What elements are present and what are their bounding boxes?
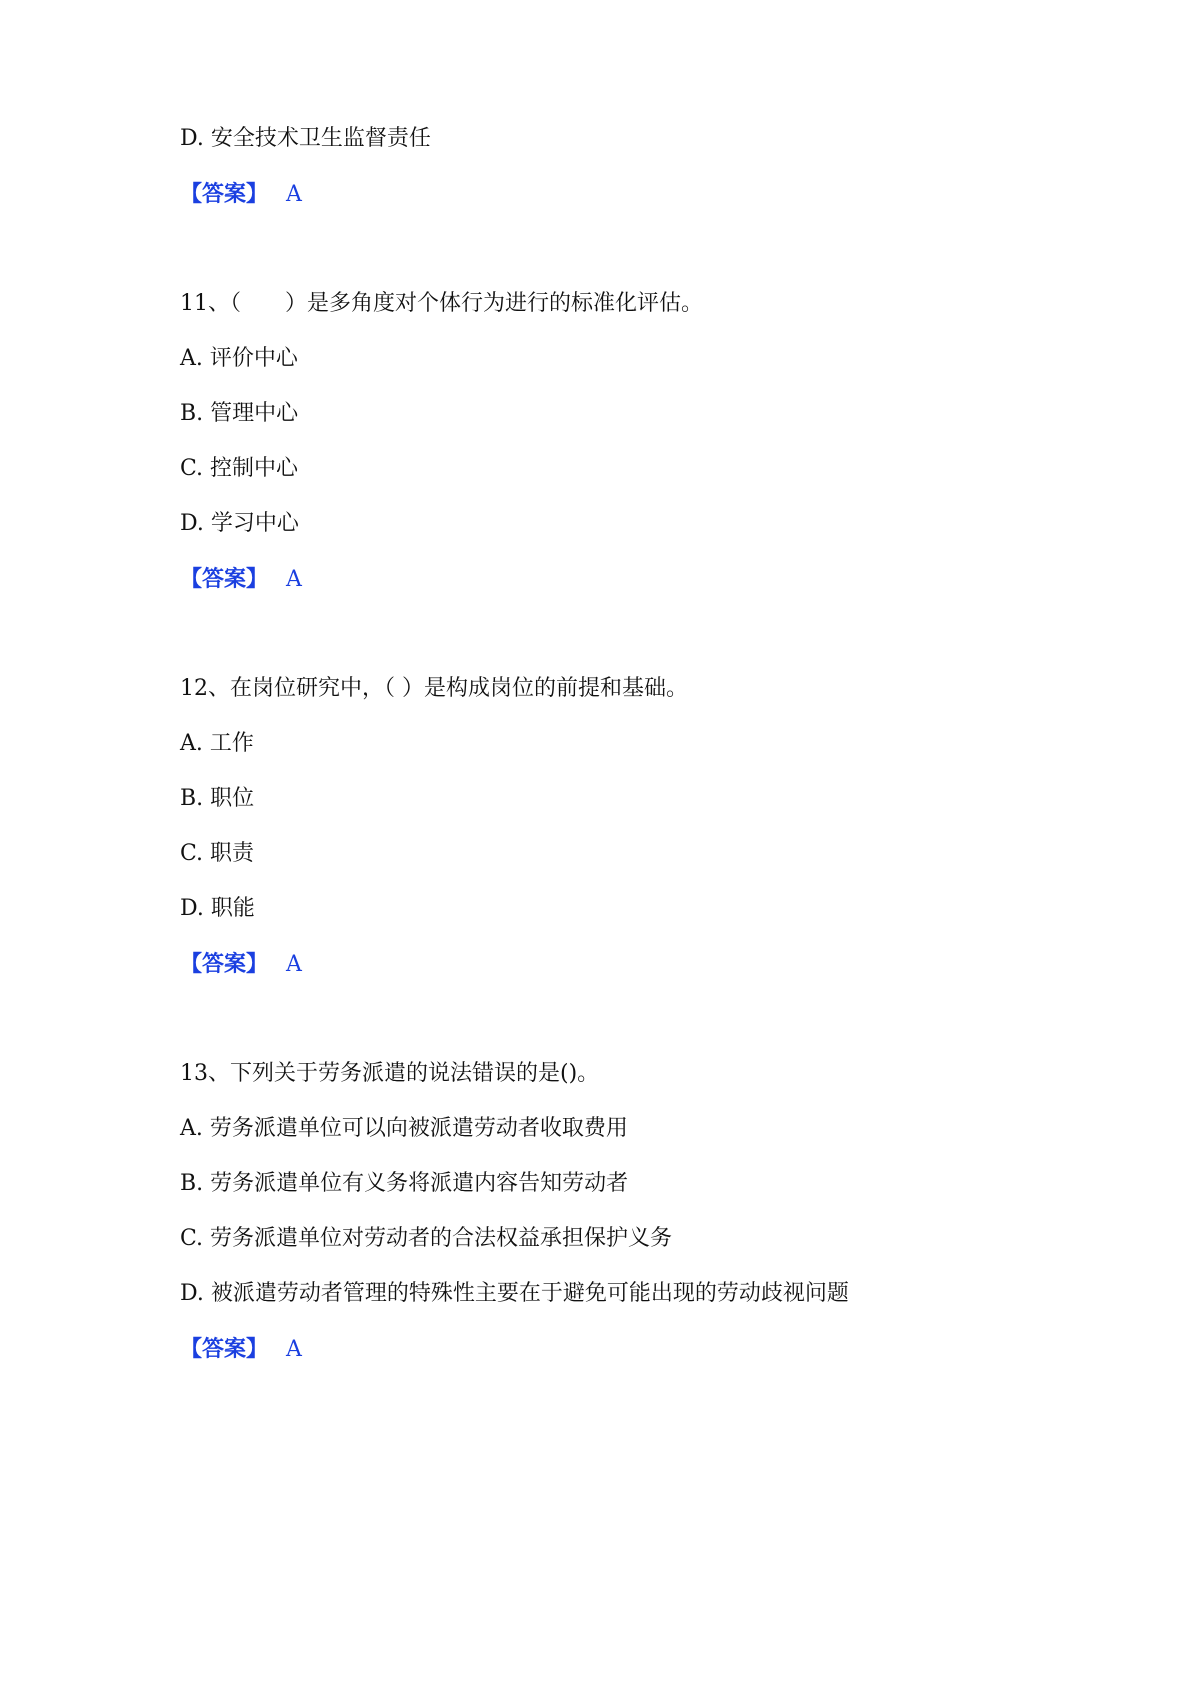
question-12-option-a: A. 工作 xyxy=(180,731,254,756)
question-13-option-a: A. 劳务派遣单位可以向被派遣劳动者收取费用 xyxy=(180,1116,628,1141)
question-13-answer xyxy=(180,1334,302,1365)
question-11-option-a: A. 评价中心 xyxy=(180,346,298,371)
answer-tag: 【答案】 xyxy=(180,181,269,207)
prev-option-d: D. 安全技术卫生监督责任 xyxy=(180,126,431,151)
question-11-option-c: C. 控制中心 xyxy=(180,456,299,481)
answer-value: A xyxy=(286,567,302,592)
question-11-answer xyxy=(180,564,302,595)
prev-answer xyxy=(180,179,302,210)
question-11-option-b: B. 管理中心 xyxy=(180,401,299,426)
answer-value: A xyxy=(286,182,302,207)
question-12-option-d: D. 职能 xyxy=(180,896,255,921)
answer-tag: 【答案】 xyxy=(180,951,269,977)
answer-tag: 【答案】 xyxy=(180,566,269,592)
answer-tag: 【答案】 xyxy=(180,1336,269,1362)
question-11-stem: 11、（ ）是多角度对个体行为进行的标准化评估。 xyxy=(180,291,703,316)
question-12-stem: 12、在岗位研究中，（ ）是构成岗位的前提和基础。 xyxy=(180,676,688,701)
question-13-option-d: D. 被派遣劳动者管理的特殊性主要在于避免可能出现的劳动歧视问题 xyxy=(180,1281,849,1306)
question-12-option-b: B. 职位 xyxy=(180,786,255,811)
question-13-stem: 13、下列关于劳务派遣的说法错误的是()。 xyxy=(180,1061,600,1086)
question-13-option-b: B. 劳务派遣单位有义务将派遣内容告知劳动者 xyxy=(180,1171,629,1196)
answer-value: A xyxy=(286,952,302,977)
answer-value: A xyxy=(286,1337,302,1362)
question-12-option-c: C. 职责 xyxy=(180,841,255,866)
question-11-option-d: D. 学习中心 xyxy=(180,511,299,536)
question-12-answer xyxy=(180,949,302,980)
question-13-option-c: C. 劳务派遣单位对劳动者的合法权益承担保护义务 xyxy=(180,1226,673,1251)
